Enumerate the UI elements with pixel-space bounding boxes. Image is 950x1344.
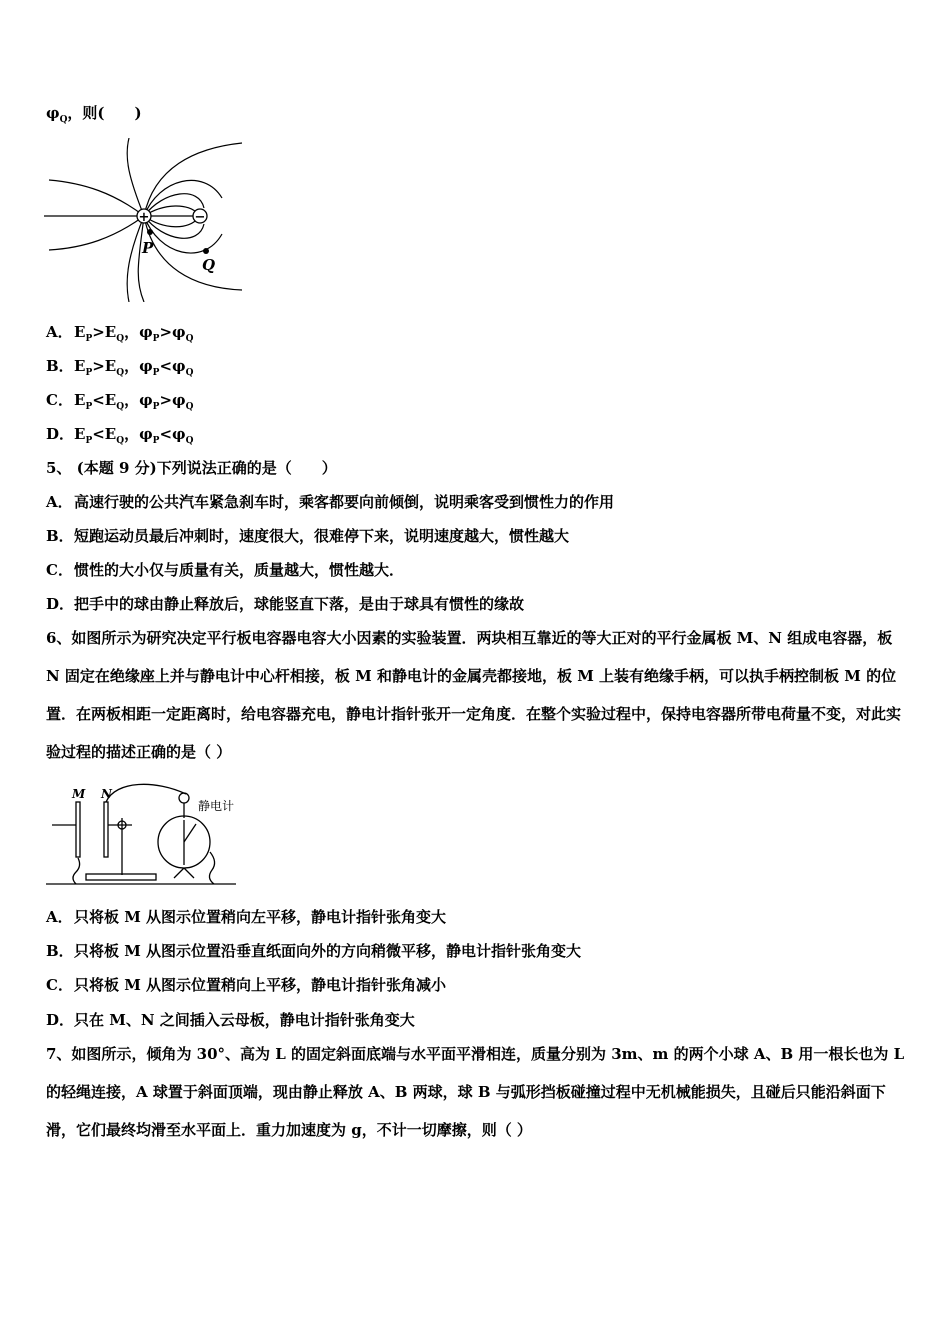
meter-knob: [179, 793, 189, 803]
q6-option-b[interactable]: B．只将板 M 从图示位置沿垂直纸面向外的方向稍微平移，静电计指针张角变大: [46, 942, 582, 960]
q4-option-d[interactable]: D．$E_P<E_Q$，$\varphi_P<\varphi_Q$: [46, 425, 194, 446]
m-ground-wire: [73, 858, 80, 884]
plate-m: [76, 802, 80, 857]
meter-needle: [184, 824, 196, 842]
connecting-wire: [106, 784, 186, 802]
plate-n: [104, 802, 108, 857]
field-line: [49, 180, 144, 216]
q5-option-b[interactable]: B．短跑运动员最后冲刺时，速度很大，很难停下来，说明速度越大，惯性越大: [46, 527, 570, 545]
field-line: [127, 138, 144, 216]
m-label: M: [72, 787, 86, 801]
n-label: N: [101, 787, 112, 801]
electric-field-figure: [44, 138, 244, 302]
q6-option-a[interactable]: A．只将板 M 从图示位置稍向左平移，静电计指针张角变大: [46, 908, 447, 926]
q4-stem-tail: $\varphi_Q$，则( ): [46, 104, 142, 125]
meter-ground-wire: [209, 852, 214, 884]
q4-option-a[interactable]: A．$E_P>E_Q$，$\varphi_P>\varphi_Q$: [46, 323, 194, 344]
q5-option-c[interactable]: C．惯性的大小仅与质量有关，质量越大，惯性越大．: [46, 561, 405, 579]
plus-label: +: [138, 210, 150, 225]
insulating-base: [86, 874, 156, 880]
meter-base: [174, 868, 194, 878]
q5-option-a[interactable]: A．高速行驶的公共汽车紧急刹车时，乘客都要向前倾倒，说明乘客受到惯性力的作用: [46, 493, 615, 511]
q6-option-d[interactable]: D．只在 M、N 之间插入云母板，静电计指针张角变大: [46, 1011, 415, 1029]
q-label: Q: [202, 256, 216, 274]
point-p: [147, 229, 153, 235]
field-line: [144, 143, 242, 216]
q7-stem: 7、如图所示，倾角为 30°、高为 L 的固定斜面底端与水平面平滑相连，质量分别为 3m、m 的两个小球 A、B 用一根长也为 L 的轻绳连接，A 球置于斜面顶端，现由静止释放 A、B 两球，球 B 与弧形挡板碰撞过程中无机械能损失，且碰后只能沿斜面下滑，它们最终均滑至水平面上．重力加速度为 g，不计一切摩擦，则（ ）: [46, 1045, 905, 1139]
meter-label: 静电计: [198, 799, 235, 813]
q5-stem: 5、 (本题 9 分)下列说法正确的是（ ）: [46, 459, 337, 477]
minus-label: −: [194, 210, 206, 225]
field-line: [49, 216, 144, 250]
field-line: [127, 216, 144, 302]
q4-option-b[interactable]: B．$E_P>E_Q$，$\varphi_P<\varphi_Q$: [46, 357, 194, 378]
point-q: [203, 248, 209, 254]
capacitor-apparatus-figure: [46, 780, 236, 890]
q6-stem: 6、如图所示为研究决定平行板电容器电容大小因素的实验装置．两块相互靠近的等大正对的平行金属板 M、N 组成电容器，板 N 固定在绝缘座上并与静电计中心杆相接，板 M 和静电计的金属壳都接地，板 M 上装有绝缘手柄，可以执手柄控制板 M 的位置．在两板相距一定距离时，给电容器充电，静电计指针张开一定角度．在整个实验过程中，保持电容器所带电荷量不变，对此实验过程的描述正确的是（ ）: [46, 629, 902, 761]
q6-option-c[interactable]: C．只将板 M 从图示位置稍向上平移，静电计指针张角减小: [46, 976, 447, 994]
q4-option-c[interactable]: C．$E_P<E_Q$，$\varphi_P>\varphi_Q$: [46, 391, 194, 412]
p-label: P: [142, 239, 154, 257]
q5-option-d[interactable]: D．把手中的球由静止释放后，球能竖直下落，是由于球具有惯性的缘故: [46, 595, 525, 613]
